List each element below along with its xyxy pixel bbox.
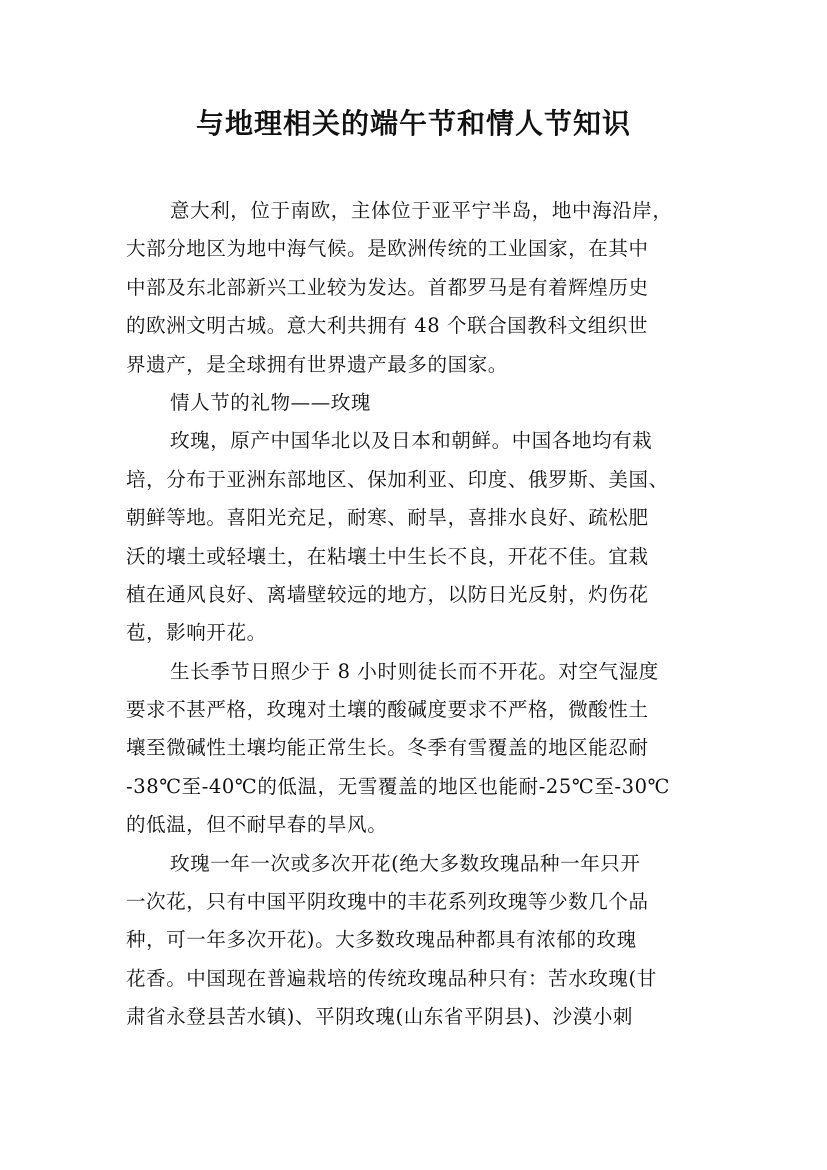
document-body	[126, 192, 726, 1037]
text-line: 的低温，但不耐早春的旱风。	[126, 813, 388, 837]
document-title: 与地理相关的端午节和情人节知识	[195, 107, 631, 140]
text-line: 情人节的礼物——玫瑰	[170, 390, 372, 414]
text-line: 沃的壤土或轻壤土，在粘壤土中生长不良，开花不佳。宜栽	[126, 544, 649, 568]
text-line: -38℃至-40℃的低温，无雪覆盖的地区也能耐-25℃至-30℃	[126, 774, 671, 798]
text-line: 朝鲜等地。喜阳光充足，耐寒、耐旱，喜排水良好、疏松肥	[126, 506, 649, 530]
text-line: 植在通风良好、离墙壁较远的地方，以防日光反射，灼伤花	[126, 582, 649, 606]
text-line: 意大利，位于南欧，主体位于亚平宁半岛，地中海沿岸，	[170, 199, 673, 222]
text-line: 种，可一年多次开花)。大多数玫瑰品种都具有浓郁的玫瑰	[126, 928, 637, 952]
text-line: 中部及东北部新兴工业较为发达。首都罗马是有着辉煌历史	[126, 275, 649, 299]
text-line: 界遗产，是全球拥有世界遗产最多的国家。	[126, 352, 508, 376]
text-line: 生长季节日照少于 8 小时则徒长而不开花。对空气湿度	[170, 659, 659, 683]
text-line: 一次花，只有中国平阴玫瑰中的丰花系列玫瑰等少数几个品	[126, 890, 649, 914]
text-line: 玫瑰一年一次或多次开花(绝大多数玫瑰品种一年只开	[170, 851, 641, 875]
text-line: 壤至微碱性土壤均能正常生长。冬季有雪覆盖的地区能忍耐	[126, 736, 649, 760]
text-line: 苞，影响开花。	[126, 621, 267, 645]
text-line: 的欧洲文明古城。意大利共拥有 48 个联合国教科文组织世	[126, 314, 649, 338]
text-line: 玫瑰，原产中国华北以及日本和朝鲜。中国各地均有栽	[170, 429, 653, 453]
text-line: 要求不甚严格，玫瑰对土壤的酸碱度要求不严格，微酸性土	[126, 698, 649, 722]
text-line: 大部分地区为地中海气候。是欧洲传统的工业国家，在其中	[126, 237, 649, 261]
text-line: 肃省永登县苦水镇)、平阴玫瑰(山东省平阴县)、沙漠小刺	[126, 1005, 634, 1029]
text-line: 培，分布于亚洲东部地区、保加利亚、印度、俄罗斯、美国、	[126, 467, 669, 491]
text-line: 花香。中国现在普遍栽培的传统玫瑰品种只有：苦水玫瑰(甘	[126, 966, 657, 990]
